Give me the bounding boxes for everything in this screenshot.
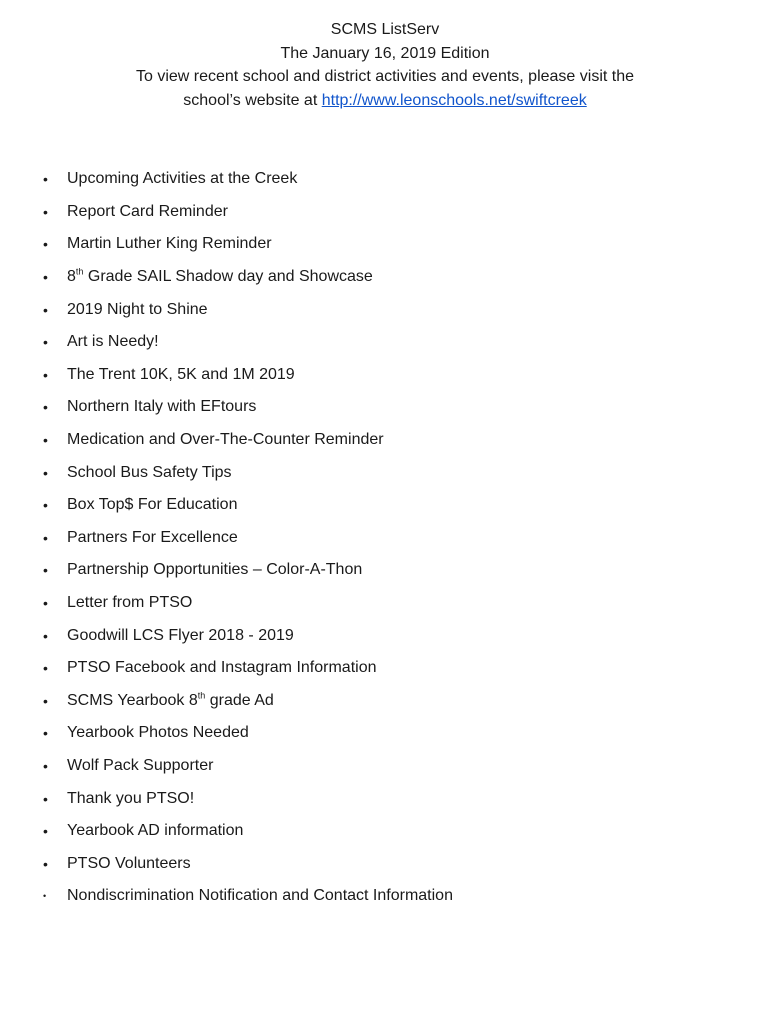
bullet-icon: •: [43, 366, 48, 383]
agenda-item-text: Upcoming Activities at the Creek: [67, 170, 298, 188]
agenda-item: [43, 717, 453, 750]
bullet-icon: •: [43, 334, 48, 351]
bullet-icon: •: [43, 757, 48, 774]
agenda-item-text: Art is Needy!: [67, 333, 159, 351]
bullet-icon: •: [43, 497, 48, 514]
agenda-item-text: Report Card Reminder: [67, 202, 228, 220]
agenda-item-text: PTSO Volunteers: [67, 854, 191, 872]
agenda-item-text: School Bus Safety Tips: [67, 463, 232, 481]
agenda-item: [43, 424, 453, 457]
agenda-item: [43, 554, 453, 587]
bullet-icon: •: [43, 855, 48, 872]
website-prefix: school’s website at: [183, 91, 322, 109]
agenda-item: [43, 359, 453, 392]
bullet-icon: •: [43, 890, 47, 901]
bullet-icon: •: [43, 432, 48, 449]
agenda-item-text-pre: SCMS Yearbook 8: [67, 691, 198, 709]
bullet-icon: •: [43, 562, 48, 579]
agenda-item: [43, 880, 453, 913]
agenda-item: [43, 326, 453, 359]
agenda-item-text: Nondiscrimination Notification and Contact Information: [67, 887, 453, 905]
bullet-icon: •: [43, 692, 48, 709]
bullet-icon: •: [43, 725, 48, 742]
agenda-item: [43, 196, 453, 229]
ordinal-suffix: th: [197, 690, 206, 701]
bullet-icon: •: [43, 236, 48, 253]
agenda-list: [43, 163, 453, 913]
agenda-item: [43, 815, 453, 848]
agenda-item-text: Medication and Over-The-Counter Reminder: [67, 431, 384, 449]
agenda-item-text: Partners For Excellence: [67, 528, 238, 546]
agenda-item-text: Thank you PTSO!: [67, 789, 195, 807]
agenda-item-text: The Trent 10K, 5K and 1M 2019: [67, 365, 295, 383]
bullet-icon: •: [43, 301, 48, 318]
agenda-item: [43, 293, 453, 326]
agenda-item: [43, 652, 453, 685]
bullet-icon: •: [43, 399, 48, 416]
agenda-item-text: Martin Luther King Reminder: [67, 235, 272, 253]
bullet-icon: •: [43, 269, 48, 286]
agenda-item-text: [67, 268, 373, 286]
agenda-item-text-post: Grade SAIL Shadow day and Showcase: [83, 268, 373, 286]
bullet-icon: •: [43, 529, 48, 546]
agenda-item-text-post: grade Ad: [205, 691, 274, 709]
agenda-item-text: Yearbook Photos Needed: [67, 724, 249, 742]
agenda-item: [43, 619, 453, 652]
agenda-item-text: Wolf Pack Supporter: [67, 756, 214, 774]
agenda-item: [43, 522, 453, 555]
agenda-item: [43, 750, 453, 783]
agenda-item: [43, 782, 453, 815]
agenda-item: [43, 261, 453, 294]
agenda-item: [43, 587, 453, 620]
agenda-item-text-pre: 8: [67, 268, 76, 286]
agenda-item-text: [67, 692, 274, 710]
newsletter-title: SCMS ListServ: [330, 21, 440, 38]
bullet-icon: •: [43, 823, 48, 840]
agenda-item-text: Letter from PTSO: [67, 594, 193, 612]
website-link[interactable]: http://www.leonschools.net/swiftcreek: [321, 91, 587, 109]
bullet-icon: •: [43, 790, 48, 807]
website-line: [0, 89, 770, 113]
bullet-icon: •: [43, 171, 48, 188]
agenda-item-text: Box Top$ For Education: [67, 496, 238, 514]
agenda-item: [43, 489, 453, 522]
bullet-icon: •: [43, 627, 48, 644]
agenda-item: [43, 847, 453, 880]
agenda-item-text: 2019 Night to Shine: [67, 300, 208, 318]
agenda-item-text: Partnership Opportunities – Color-A-Thon: [67, 561, 363, 579]
bullet-icon: •: [43, 660, 48, 677]
agenda-item-text: Yearbook AD information: [67, 822, 244, 840]
agenda-item: [43, 456, 453, 489]
agenda-item-text: PTSO Facebook and Instagram Information: [67, 659, 377, 677]
agenda-item: [43, 391, 453, 424]
agenda-item-text: Northern Italy with EFtours: [67, 398, 257, 416]
agenda-item: [43, 685, 453, 718]
document-header: [0, 18, 770, 112]
edition-date: The January 16, 2019 Edition: [280, 44, 490, 62]
ordinal-suffix: th: [75, 266, 84, 277]
intro-text: To view recent school and district activities and events, please visit the: [135, 68, 635, 85]
bullet-icon: •: [43, 464, 48, 481]
agenda-item: [43, 163, 453, 196]
agenda-item: [43, 228, 453, 261]
agenda-item-text: Goodwill LCS Flyer 2018 - 2019: [67, 626, 294, 644]
bullet-icon: •: [43, 595, 48, 612]
bullet-icon: •: [43, 203, 48, 220]
